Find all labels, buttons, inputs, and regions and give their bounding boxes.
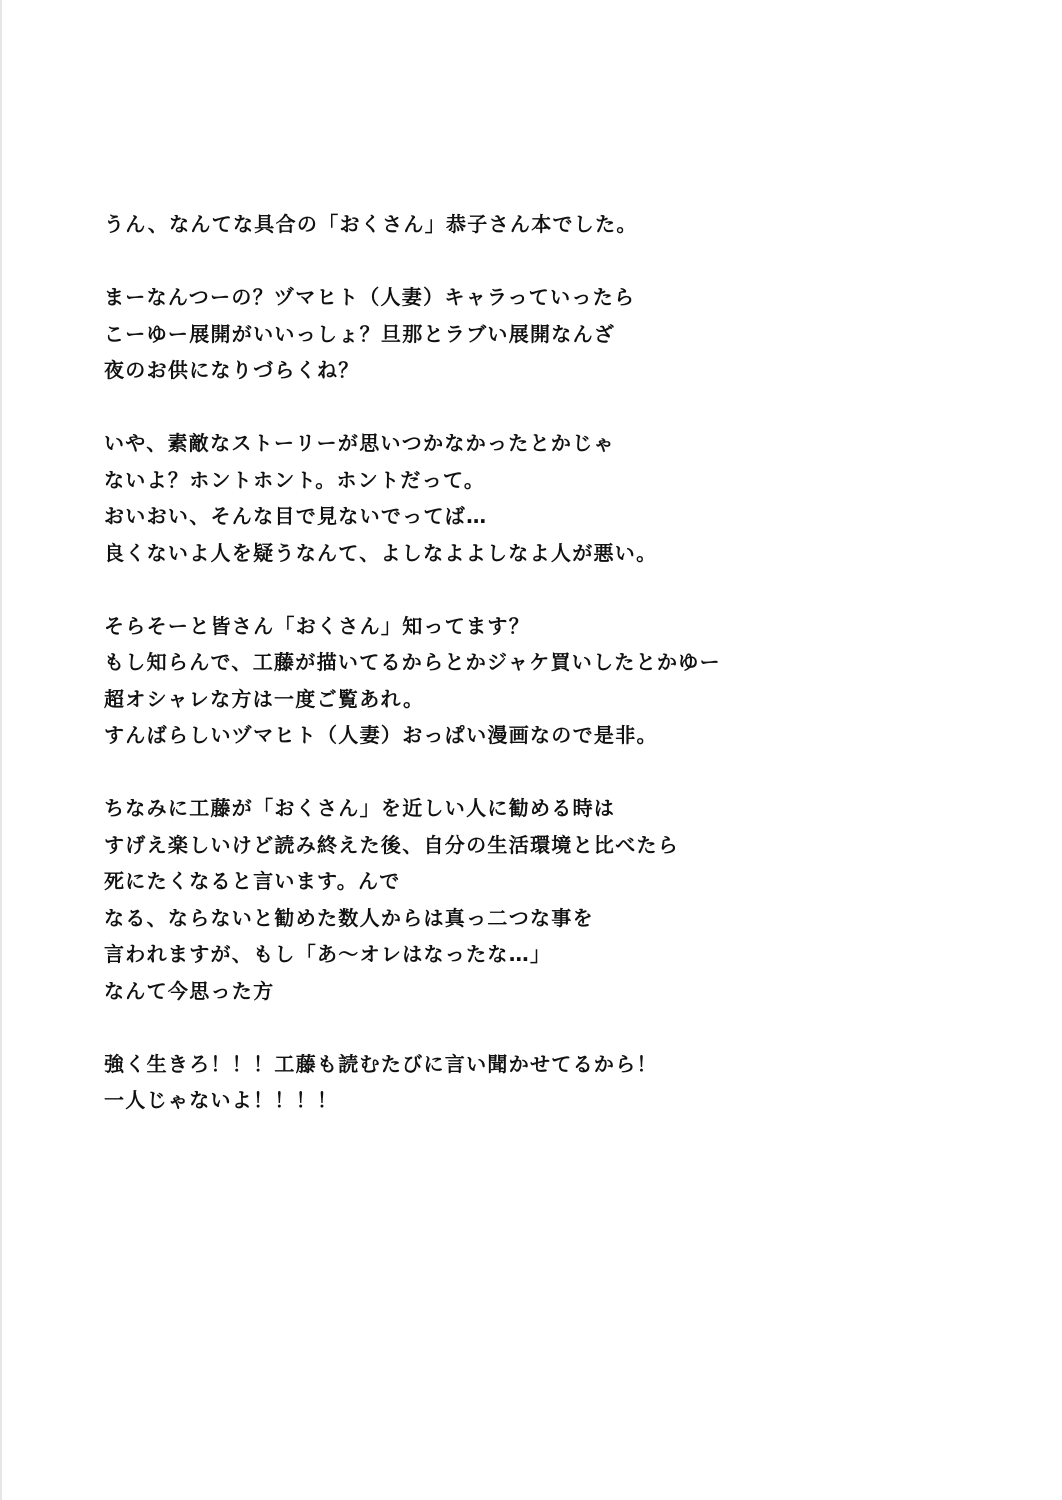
text-line: 一人じゃないよ！！！！ [104, 1088, 339, 1112]
text-line: なんて今思った方 [104, 978, 275, 1003]
paragraph-gap [104, 243, 1004, 280]
text-line: すんばらしいヅマヒト（人妻）おっぱい漫画なので是非。 [104, 723, 658, 747]
paragraph-gap [104, 754, 1004, 791]
text-line: 強く生きろ！！！工藤も読むたびに言い聞かせてるから！ [104, 1051, 658, 1076]
text-line: ないよ？ホントホント。ホントだって。 [104, 467, 486, 492]
text-line: 良くないよ人を疑うなんて、よしなよよしなよ人が悪い。 [104, 540, 658, 565]
text-line: そらそーと皆さん「おくさん」知ってます？ [104, 613, 530, 638]
text-line: まーなんつーの？ヅマヒト（人妻）キャラっていったら [104, 285, 636, 309]
text-line: ちなみに工藤が「おくさん」を近しい人に勧める時は [104, 796, 616, 820]
paragraph-3 [104, 425, 1004, 571]
text-line: なる、ならないと勧めた数人からは真っ二つな事を [104, 905, 594, 930]
text-line: いや、素敵なストーリーが思いつかなかったとかじゃ [104, 431, 615, 455]
text-line: 夜のお供になりづらくね？ [104, 358, 360, 382]
paragraph-gap [104, 389, 1004, 426]
paragraph-1 [104, 206, 1004, 243]
afterword-text [104, 206, 1004, 1119]
text-line: 死にたくなると言います。んで [104, 869, 401, 893]
paragraph-4 [104, 608, 1004, 754]
text-line: おいおい、そんな目で見ないでってば… [104, 504, 488, 528]
text-line: すげえ楽しいけど読み終えた後、自分の生活環境と比べたら [104, 832, 680, 857]
text-line: もし知らんで、工藤が描いてるからとかジャケ買いしたとかゆー [104, 650, 721, 674]
paragraph-6 [104, 1046, 1004, 1119]
text-line: うん、なんてな具合の「おくさん」恭子さん本でした。 [104, 212, 638, 236]
paragraph-2 [104, 279, 1004, 389]
page-edge-shadow [0, 0, 2, 1500]
text-line: こーゆー展開がいいっしょ？旦那とラブい展開なんざ [104, 321, 616, 346]
paragraph-5 [104, 790, 1004, 1009]
paragraph-gap [104, 571, 1004, 608]
text-line: 言われますが、もし「あ～オレはなったな…」 [104, 942, 552, 966]
paragraph-gap [104, 1009, 1004, 1046]
text-line: 超オシャレな方は一度ご覧あれ。 [104, 686, 425, 711]
